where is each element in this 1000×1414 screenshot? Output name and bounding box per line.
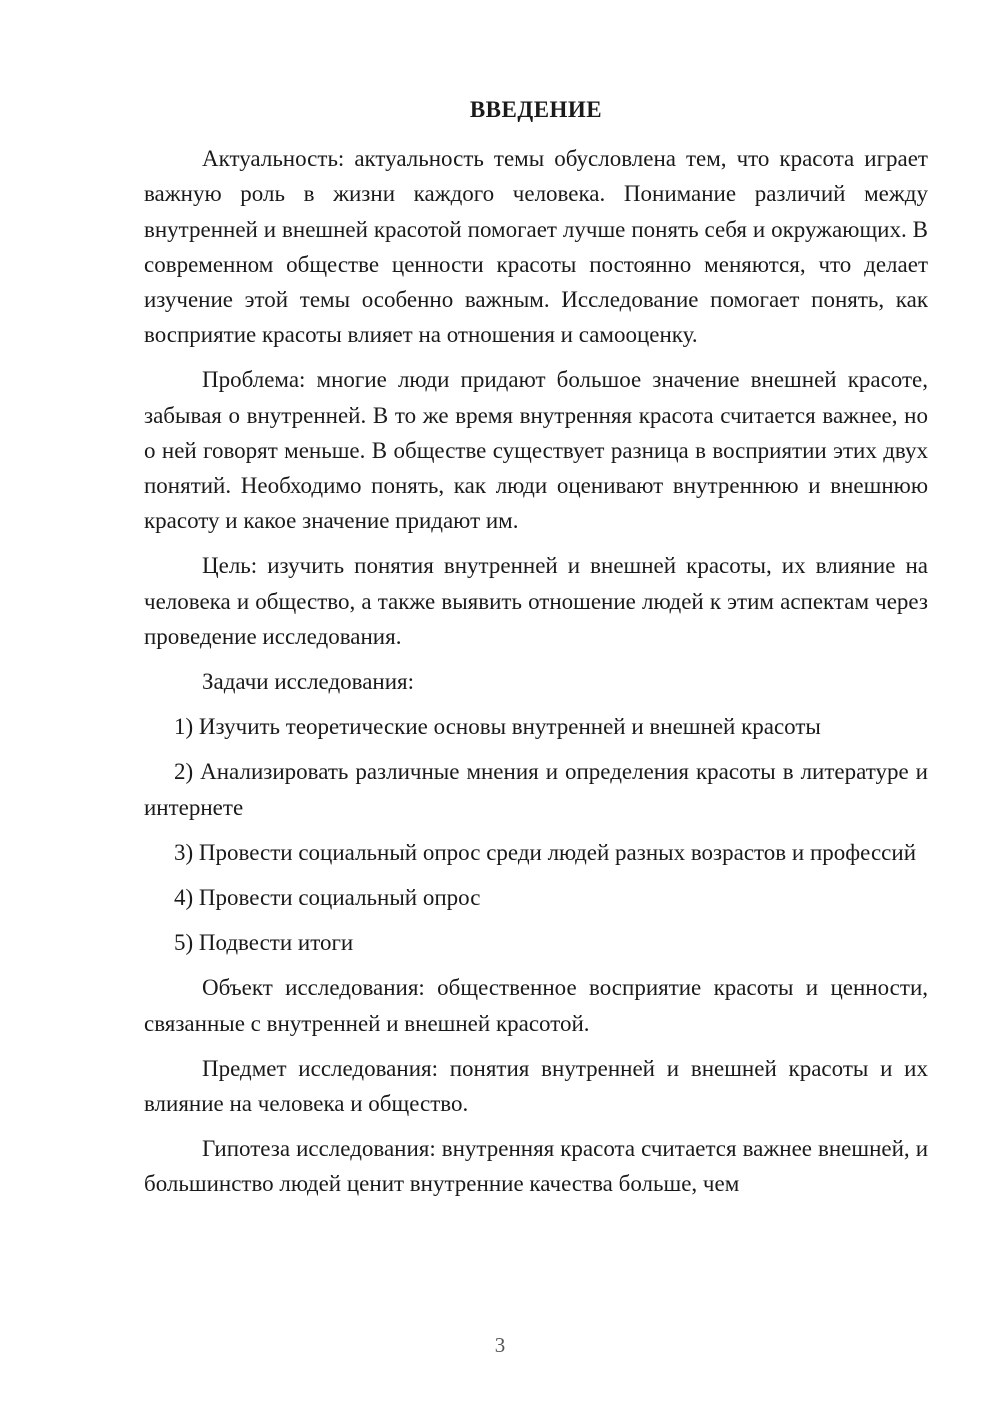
page-title: ВВЕДЕНИЕ <box>469 97 603 122</box>
paragraph-goal: Цель: изучить понятия внутренней и внешней красоты, их влияние на человека и общество, а также выявить отношение людей к этим аспектам через проведение исследования. <box>144 553 928 649</box>
tasks-heading: Задачи исследования: <box>202 669 415 695</box>
document-page <box>144 92 928 1212</box>
paragraph-subject: Предмет исследования: понятия внутренней и внешней красоты и их влияние на человека и общество. <box>144 1055 928 1117</box>
task-item-1: 1) Изучить теоретические основы внутренней и внешней красоты <box>174 714 821 740</box>
task-item-5: 5) Подвести итоги <box>174 930 354 956</box>
task-item-3: 3) Провести социальный опрос среди людей разных возрастов и профессий <box>174 839 916 865</box>
task-item-4: 4) Провести социальный опрос <box>174 885 481 911</box>
paragraph-problem: Проблема: многие люди придают большое значение внешней красоте, забывая о внутренней. В то же время внутренняя красота считается важнее, но о ней говорят меньше. В обществе существует разница в восприятии этих двух понятий. Необходимо понять, как люди оценивают внутреннюю и внешнюю красоту и какое значение придают им. <box>144 367 928 534</box>
paragraph-object: Объект исследования: общественное восприятие красоты и ценности, связанные с внутренней и внешней красотой. <box>144 975 928 1036</box>
paragraph-hypothesis: Гипотеза исследования: внутренняя красота считается важнее внешней, и большинство людей ценит внутренние качества больше, чем <box>144 1136 928 1197</box>
paragraph-relevance: Актуальность: актуальность темы обусловлена тем, что красота играет важную роль в жизни каждого человека. Понимание различий между внутренней и внешней красотой помогает лучше понять себя и окружающих. В современном обществе ценности красоты постоянно меняются, что делает изучение этой темы особенно важным. Исследование помогает понять, как восприятие красоты влияет на отношения и самооценку. <box>144 146 928 348</box>
task-item-2: 2) Анализировать различные мнения и определения красоты в литературе и интернете <box>144 759 928 820</box>
page-number: 3 <box>494 1333 506 1357</box>
